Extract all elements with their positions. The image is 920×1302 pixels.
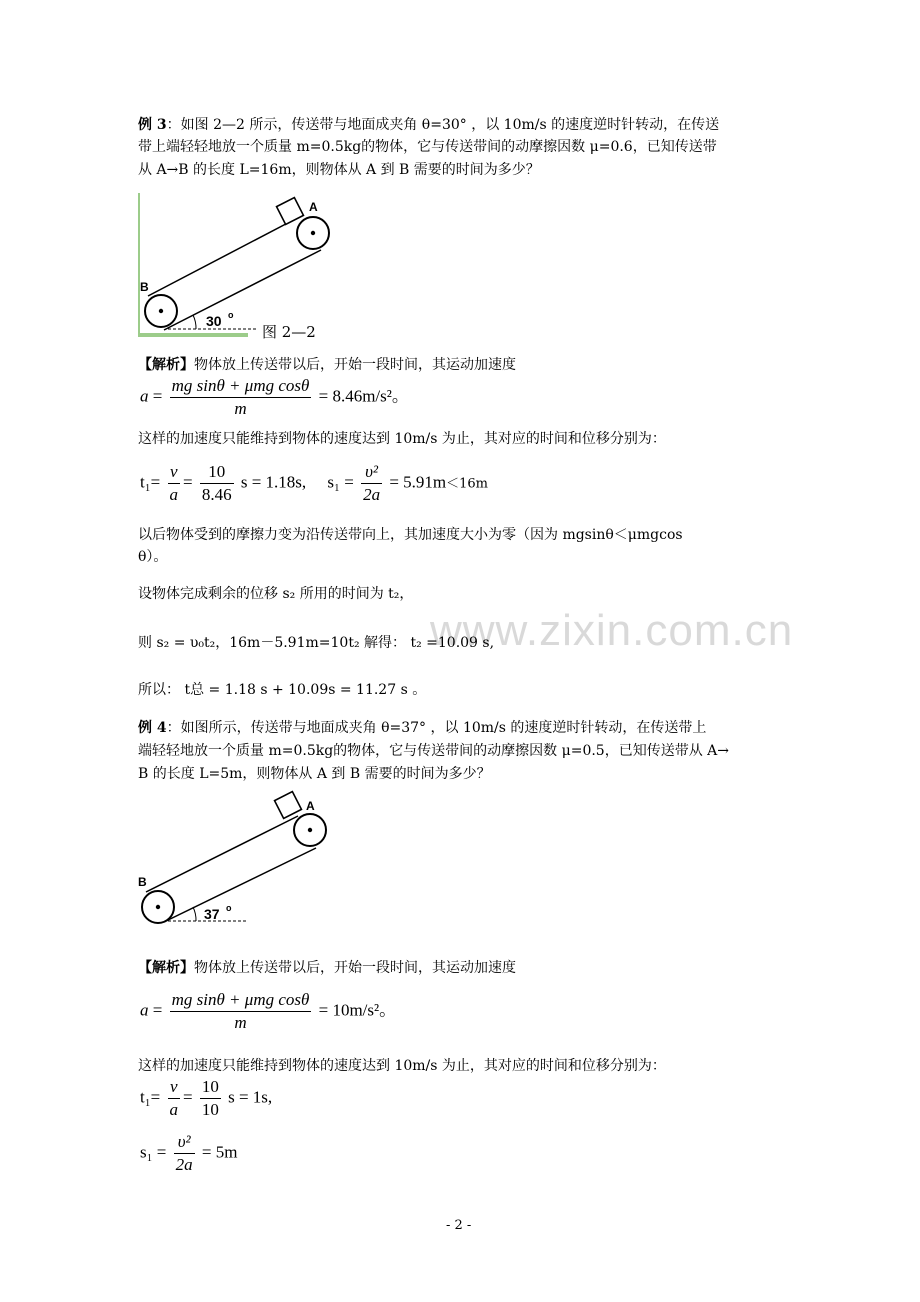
example4-acceleration-equation: a = $\frac{\text{mg sinθ + μmg cosθ}}{m}$ = 10m/s²。 <box>140 990 397 1032</box>
example4-problem-line3: B 的长度 L=5m，则物体从 A 到 B 需要的时间为多少？ <box>138 766 491 782</box>
figure-caption: 图 2—2 <box>262 323 316 341</box>
angle-arc <box>193 907 196 921</box>
example4-analysis-intro: 【解析】物体放上传送带以后，开始一段时间，其运动加速度 <box>138 960 516 976</box>
belt-bottom-line <box>164 848 316 922</box>
label-b: B <box>138 875 147 889</box>
label-a: A <box>309 200 318 214</box>
belt-top-line <box>148 215 303 296</box>
example3-problem-line2: 带上端轻轻地放一个质量 m=0.5kg的物体，它与传送带间的动摩擦因数 μ=0.6，已知传送带 <box>138 139 717 155</box>
example4-problem-line1: 例 4：如图所示，传送带与地面成夹角 θ=37° ，以 10m/s 的速度逆时针转动，在传送带上 <box>138 720 707 736</box>
example3-friction-line2: θ）。 <box>138 549 168 565</box>
example3-then-text: 则 s₂ = υ₀t₂，16m－5.91m=10t₂ 解得： t₂ =10.09 s, <box>138 635 495 651</box>
example4-problem-line2: 端轻轻地放一个质量 m=0.5kg的物体，它与传送带间的动摩擦因数 μ=0.5，已知传送带从 A→ <box>138 743 729 759</box>
belt-bottom-line <box>164 250 321 330</box>
example3-problem-line3: 从 A→B 的长度 L=16m，则物体从 A 到 B 需要的时间为多少？ <box>138 162 540 178</box>
block-icon <box>275 792 302 819</box>
example4-maintain-text: 这样的加速度只能维持到物体的速度达到 10m/s 为止，其对应的时间和位移分别为： <box>138 1058 666 1074</box>
angle-label: 30 <box>206 313 222 329</box>
analysis-tag: 【解析】 <box>138 357 194 373</box>
example3-total-text: 所以： t总 = 1.18 s + 10.09s = 11.27 s 。 <box>138 682 427 698</box>
example4-conveyor-figure <box>138 788 338 928</box>
example3-acceleration-equation: a = $\frac{\text{mg sinθ + μmg cosθ}}{m}$ = 8.46m/s²。 <box>140 376 409 418</box>
figure-border-bottom <box>138 333 248 337</box>
page-number: - 2 - <box>446 1218 472 1233</box>
belt-top-line <box>146 816 298 892</box>
example3-conveyor-figure <box>138 193 338 341</box>
example3-friction-line1: 以后物体受到的摩擦力变为沿传送带向上，其加速度大小为零（因为 mgsinθ＜μmgcos <box>138 527 683 543</box>
example4-heading: 例 4 <box>138 720 167 736</box>
figure-border-left <box>138 193 140 335</box>
example3-maintain-text: 这样的加速度只能维持到物体的速度达到 10m/s 为止，其对应的时间和位移分别为： <box>138 431 666 447</box>
example3-analysis-intro: 【解析】物体放上传送带以后，开始一段时间，其运动加速度 <box>138 357 516 373</box>
analysis-tag: 【解析】 <box>138 960 194 976</box>
svg-text:o: o <box>228 310 234 320</box>
angle-arc <box>193 315 196 329</box>
example3-heading: 例 3 <box>138 117 167 133</box>
example3-t1-s1-equation: t₁= $\frac{v}{a}$ = $\frac{10}{8.46}$ s = 1.18s, s₁ = $\frac{\text{υ²}}{2a}$ = 5.91m＜16m <box>140 462 488 504</box>
label-a: A <box>306 799 315 813</box>
block-icon <box>277 198 304 225</box>
example4-t1-equation: t₁= $\frac{v}{a}$ = $\frac{10}{10}$ s = 1s, <box>140 1077 273 1119</box>
example4-s1-equation: s₁ = $\frac{\text{υ²}}{2a}$ = 5m <box>140 1132 238 1174</box>
label-b: B <box>140 280 149 294</box>
example3-remain-text: 设物体完成剩余的位移 s₂ 所用的时间为 t₂， <box>138 586 414 602</box>
example3-problem-line1: 例 3：如图 2—2 所示，传送带与地面成夹角 θ=30° ，以 10m/s 的速度逆时针转动，在传送 <box>138 117 720 133</box>
svg-text:o: o <box>226 903 232 913</box>
watermark: www.zixin.com.cn <box>430 606 794 655</box>
angle-label: 37 <box>204 906 220 922</box>
